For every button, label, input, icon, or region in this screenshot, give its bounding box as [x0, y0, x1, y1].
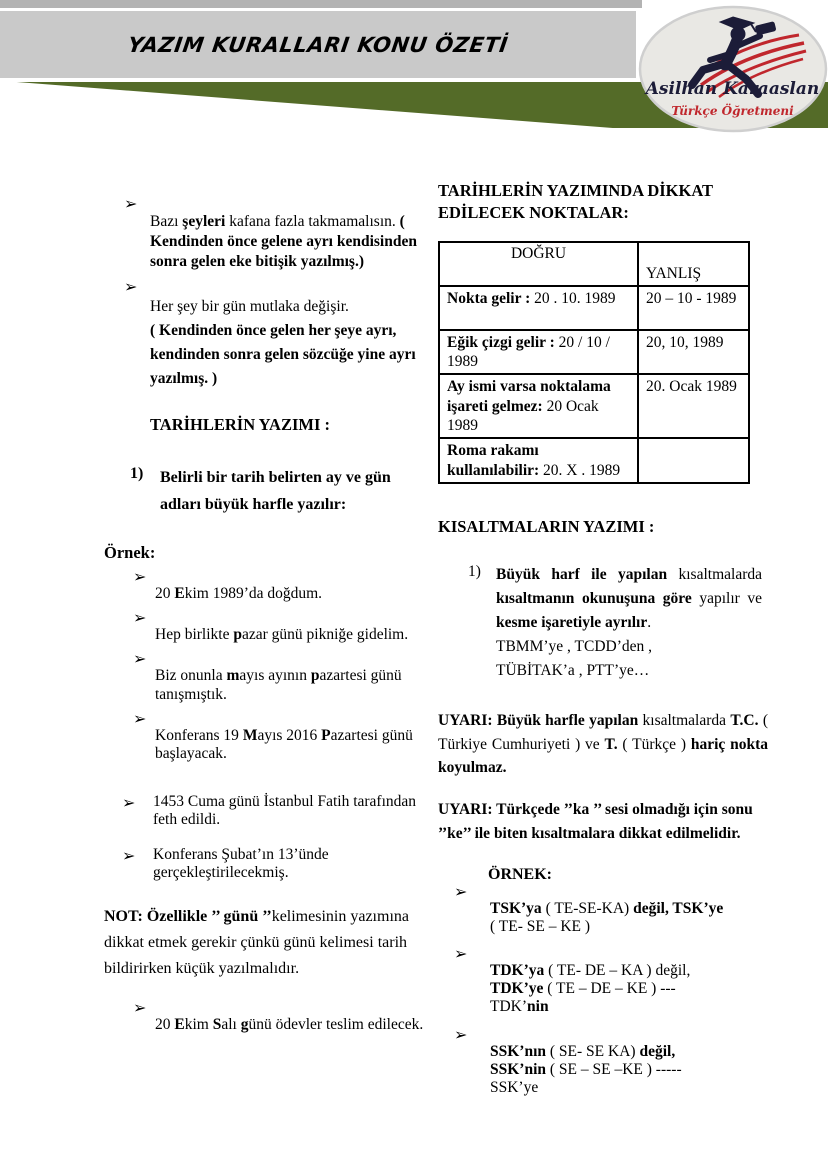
table-section-heading: TARİHLERİN YAZIMINDA DİKKAT EDİLECEK NOKTALAR:	[438, 181, 713, 223]
left-column	[104, 198, 434, 1043]
table-cell-dogru: Nokta gelir : 20 . 10. 1989	[439, 286, 638, 330]
dogru-yanlis-table	[438, 241, 750, 485]
intro-bullet	[104, 198, 434, 272]
logo-teacher-name: Asilhan Karaaslan	[645, 79, 820, 99]
example-bullet	[104, 710, 434, 763]
bullet-text: 1453 Cuma günü İstanbul Fatih tarafından feth edildi.	[153, 792, 417, 829]
table-header-row	[439, 242, 749, 286]
bullet-text: TSK’ya ( TE-SE-KA) değil, TSK’ye ( TE- SE – KE )	[490, 899, 724, 936]
rule-text: Büyük harf ile yapılan kısaltmalarda kısaltmanın okunuşuna göre yapılır ve kesme işaretiyle ayrılır. TBMM’ye , TCDD’den , TÜBİTAK’a , PTT’ye…	[496, 566, 763, 680]
abbr-section-heading: KISALTMALARIN YAZIMI :	[438, 517, 655, 537]
table-cell-dogru: Ay ismi varsa noktalama işareti gelmez: 20 Ocak 1989	[439, 374, 638, 438]
abbr-example-bullet	[438, 883, 768, 936]
table-cell-yanlis	[638, 438, 749, 483]
table-row	[439, 330, 749, 375]
arrow-bullet-icon: ➢	[454, 883, 468, 901]
table-row	[439, 286, 749, 330]
arrow-bullet-icon: ➢	[133, 569, 147, 587]
intro-bullet	[104, 281, 434, 391]
ornek-label: Örnek:	[104, 543, 156, 563]
dates-section-heading: TARİHLERİN YAZIMI :	[150, 415, 331, 435]
table-cell-yanlis: 20. Ocak 1989	[638, 374, 749, 438]
ornek-label: ÖRNEK:	[488, 865, 552, 883]
table-header-dogru: DOĞRU	[439, 242, 638, 286]
bullet-text: Her şey bir gün mutlaka değişir. ( Kendinden önce gelen her şeye ayrı, kendinden sonra gelen sözcüğe yine ayrı yazılmış. )	[150, 298, 416, 388]
arrow-bullet-icon: ➢	[122, 794, 136, 812]
rule-number: 1)	[468, 563, 481, 581]
warning-paragraph: UYARI: Büyük harfle yapılan kısaltmalarda T.C. ( Türkiye Cumhuriyeti ) ve T. ( Türkçe ) hariç nokta koyulmaz.	[438, 712, 768, 777]
abbr-rule-item	[468, 563, 768, 683]
example-bullet	[104, 612, 434, 644]
dates-rule-item	[130, 465, 434, 519]
rule-number: 1)	[130, 465, 144, 483]
table-row	[439, 374, 749, 438]
example-bullet	[122, 793, 434, 829]
teacher-logo	[637, 5, 828, 135]
bullet-text: Hep birlikte pazar günü pikniğe gidelim.	[155, 626, 409, 644]
title-banner	[0, 11, 639, 78]
arrow-bullet-icon: ➢	[133, 651, 147, 669]
right-column	[438, 180, 768, 1109]
arrow-bullet-icon: ➢	[454, 1026, 468, 1044]
arrow-bullet-icon: ➢	[122, 848, 136, 866]
arrow-bullet-icon: ➢	[124, 196, 138, 213]
header-top-strip	[0, 0, 642, 8]
bullet-text: Konferans 19 Mayıs 2016 Pazartesi günü başlayacak.	[155, 726, 413, 762]
arrow-bullet-icon: ➢	[133, 610, 147, 628]
note-paragraph: NOT: Özellikle ’’ günü ’’kelimesinin yazımına dikkat etmek gerekir çünkü günü kelimesi tarih bildirirken küçük yazılmalıdır.	[104, 908, 409, 978]
arrow-bullet-icon: ➢	[124, 279, 138, 297]
table-header-yanlis: YANLIŞ	[638, 242, 749, 286]
bullet-text: 20 Ekim Salı günü ödevler teslim edilecek.	[155, 1016, 424, 1034]
abbr-example-bullet	[438, 1026, 768, 1097]
rule-text: Belirli bir tarih belirten ay ve gün adları büyük harfle yazılır:	[160, 469, 391, 514]
example-bullet	[104, 653, 434, 703]
page-title: YAZIM KURALLARI KONU ÖZETİ	[126, 32, 510, 57]
example-bullet	[104, 1002, 434, 1034]
logo-teacher-subtitle: Türkçe Öğretmeni	[671, 104, 794, 118]
table-cell-yanlis: 20, 10, 1989	[638, 330, 749, 375]
bullet-text: Konferans Şubat’ın 13’ünde gerçekleştirilecekmiş.	[153, 846, 329, 882]
bullet-text: SSK’nın ( SE- SE KA) değil, SSK’nin ( SE – SE –KE ) ----- SSK’ye	[490, 1042, 682, 1096]
bullet-text: 20 Ekim 1989’da doğdum.	[155, 585, 323, 603]
table-cell-dogru: Eğik çizgi gelir : 20 / 10 / 1989	[439, 330, 638, 375]
bullet-text: TDK’ya ( TE- DE – KA ) değil, TDK’ye ( TE – DE – KE ) --- TDK’nin	[490, 962, 691, 1016]
arrow-bullet-icon: ➢	[133, 1000, 147, 1018]
arrow-bullet-icon: ➢	[133, 710, 147, 728]
warning-paragraph: UYARI: Türkçede ’’ka ’’ sesi olmadığı için sonu ’’ke’’ ile biten kısaltmalara dikkat edilmelidir.	[438, 800, 753, 842]
bullet-text: Biz onunla mayıs ayının pazartesi günü tanışmıştık.	[155, 667, 402, 703]
table-cell-dogru: Roma rakamı kullanılabilir: 20. X . 1989	[439, 438, 638, 483]
example-bullet	[122, 846, 434, 882]
example-bullet	[104, 571, 434, 603]
bullet-text: Bazı şeyleri kafana fazla takmamalısın. ( Kendinden önce gelene ayrı kendisinden sonra gelen eke bitişik yazılmış.)	[150, 213, 417, 271]
arrow-bullet-icon: ➢	[454, 946, 468, 964]
table-cell-yanlis: 20 – 10 - 1989	[638, 286, 749, 330]
table-row	[439, 438, 749, 483]
abbr-example-bullet	[438, 948, 768, 1016]
